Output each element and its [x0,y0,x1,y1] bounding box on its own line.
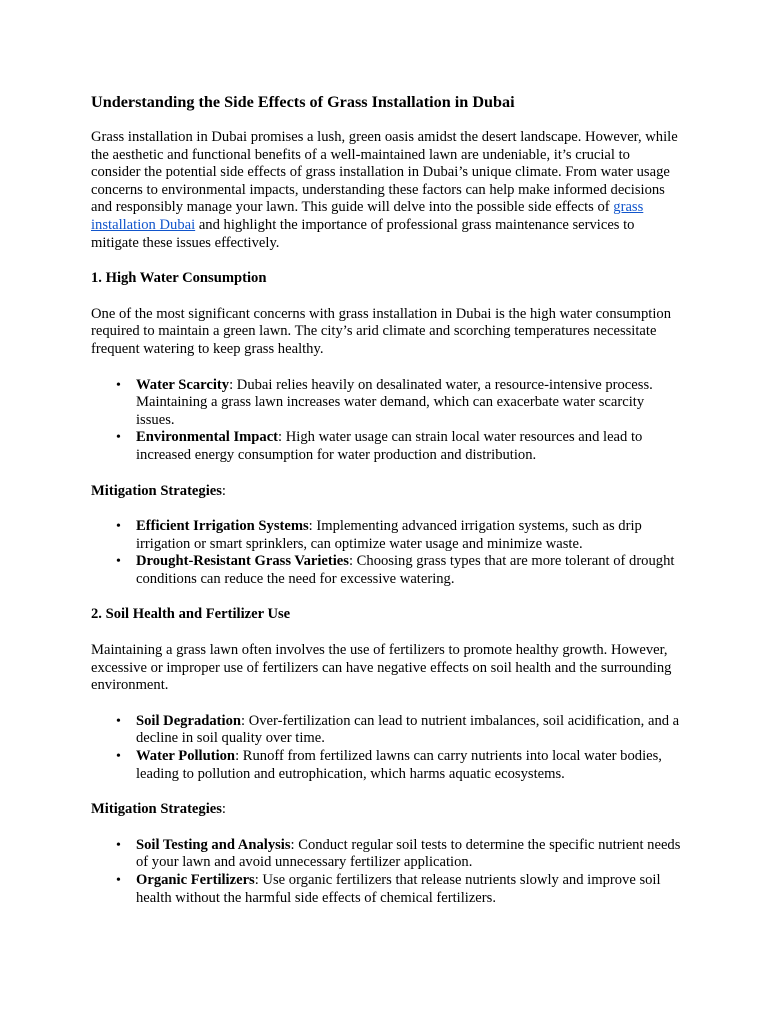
list-item-term: Organic Fertilizers [136,872,255,888]
bullet-glyph: • [116,873,121,888]
list-item-term: Water Scarcity [136,376,230,393]
list-item [116,518,683,553]
bullet-glyph: • [116,713,121,729]
list-item [116,553,683,588]
list-item-text: : Conduct regular soil tests to determine the specific nutrient needs of your lawn and avoid unnecessary fertilizer application. [136,836,681,871]
list-item [116,376,683,430]
bullet-glyph: • [116,519,121,535]
list-item [116,429,683,464]
list-item-text: : Choosing grass types that are more tolerant of drought conditions can reduce the need for excessive watering. [136,553,675,587]
mitigation-suffix: : [221,482,226,499]
list-item-text: : Dubai relies heavily on desalinated water, a resource-intensive process. Maintaining a grass lawn increases water demand, which can exacerbate water scarcity issues. [136,376,653,428]
list-item-term: Efficient Irrigation Systems [136,518,309,535]
section-heading-water-consumption: 1. High Water Consumption [91,270,267,287]
mitigation-heading [91,483,683,501]
list-item-text: : Implementing advanced irrigation systems, such as drip irrigation or smart sprinklers, can optimize water usage and minimize waste. [136,518,642,552]
bullet-list-soil-effects [91,713,683,783]
mitigation-heading [91,801,683,819]
section-paragraph-soil-health: Maintaining a grass lawn often involves the use of fertilizers to promote healthy growth. However, excessive or improper use of fertilizers can have negative effects on soil health and the surrounding environment. [91,642,672,694]
intro-text-before-link: Grass installation in Dubai promises a lush, green oasis amidst the desert landscape. However, while the aesthetic and functional benefits of a well-maintained lawn are undeniable, it’s crucial to consider the potential side effects of grass installation in Dubai’s unique climate. From water usage concerns to environmental impacts, understanding these factors can help make informed decisions and responsibly manage your lawn. This guide will delve into the possible side effects of [91,129,678,216]
section-paragraph-water-consumption: One of the most significant concerns with grass installation in Dubai is the high water consumption required to maintain a green lawn. The city’s arid climate and scorching temperatures necessitate frequent watering to keep grass healthy. [91,305,671,357]
bullet-glyph: • [116,837,121,853]
list-item-text: : Over-fertilization can lead to nutrient imbalances, soil acidification, and a decline in soil quality over time. [136,712,680,747]
list-item [116,872,683,907]
list-item-term: Drought-Resistant Grass Varieties [136,553,349,570]
intro-paragraph [91,129,683,252]
list-item [116,712,683,748]
list-item [116,748,683,783]
bullet-glyph: • [116,554,121,570]
list-item-term: Soil Testing and Analysis [136,836,291,853]
bullet-glyph: • [116,430,121,446]
intro-text-after-link: and highlight the importance of professional grass maintenance services to mitigate these issues effectively. [91,216,635,251]
bullet-list-water-mitigation [91,518,683,588]
list-item-text: : Runoff from fertilized lawns can carry nutrients into local water bodies, leading to pollution and eutrophication, which harms aquatic ecosystems. [136,748,662,782]
list-item-term: Environmental Impact [136,429,279,446]
mitigation-label: Mitigation Strategies [91,482,222,499]
bullet-glyph: • [116,749,121,765]
section-heading-soil-health: 2. Soil Health and Fertilizer Use [91,606,291,623]
document-page [91,92,683,925]
list-item-text: : High water usage can strain local water resources and lead to increased energy consumption for water production and distribution. [136,429,643,463]
list-item-term: Water Pollution [136,748,236,765]
bullet-glyph: • [116,377,121,393]
bullet-list-water-effects [91,377,683,465]
mitigation-label: Mitigation Strategies [91,801,222,818]
mitigation-suffix: : [221,801,226,818]
document-title: Understanding the Side Effects of Grass Installation in Dubai [91,93,515,111]
bullet-list-soil-mitigation [91,837,683,907]
list-item [116,836,683,872]
list-item-text: : Use organic fertilizers that release nutrients slowly and improve soil health without the harmful side effects of chemical fertilizers. [136,872,661,906]
list-item-term: Soil Degradation [136,712,241,729]
grass-installation-dubai-link[interactable]: grass installation Dubai [91,199,644,233]
